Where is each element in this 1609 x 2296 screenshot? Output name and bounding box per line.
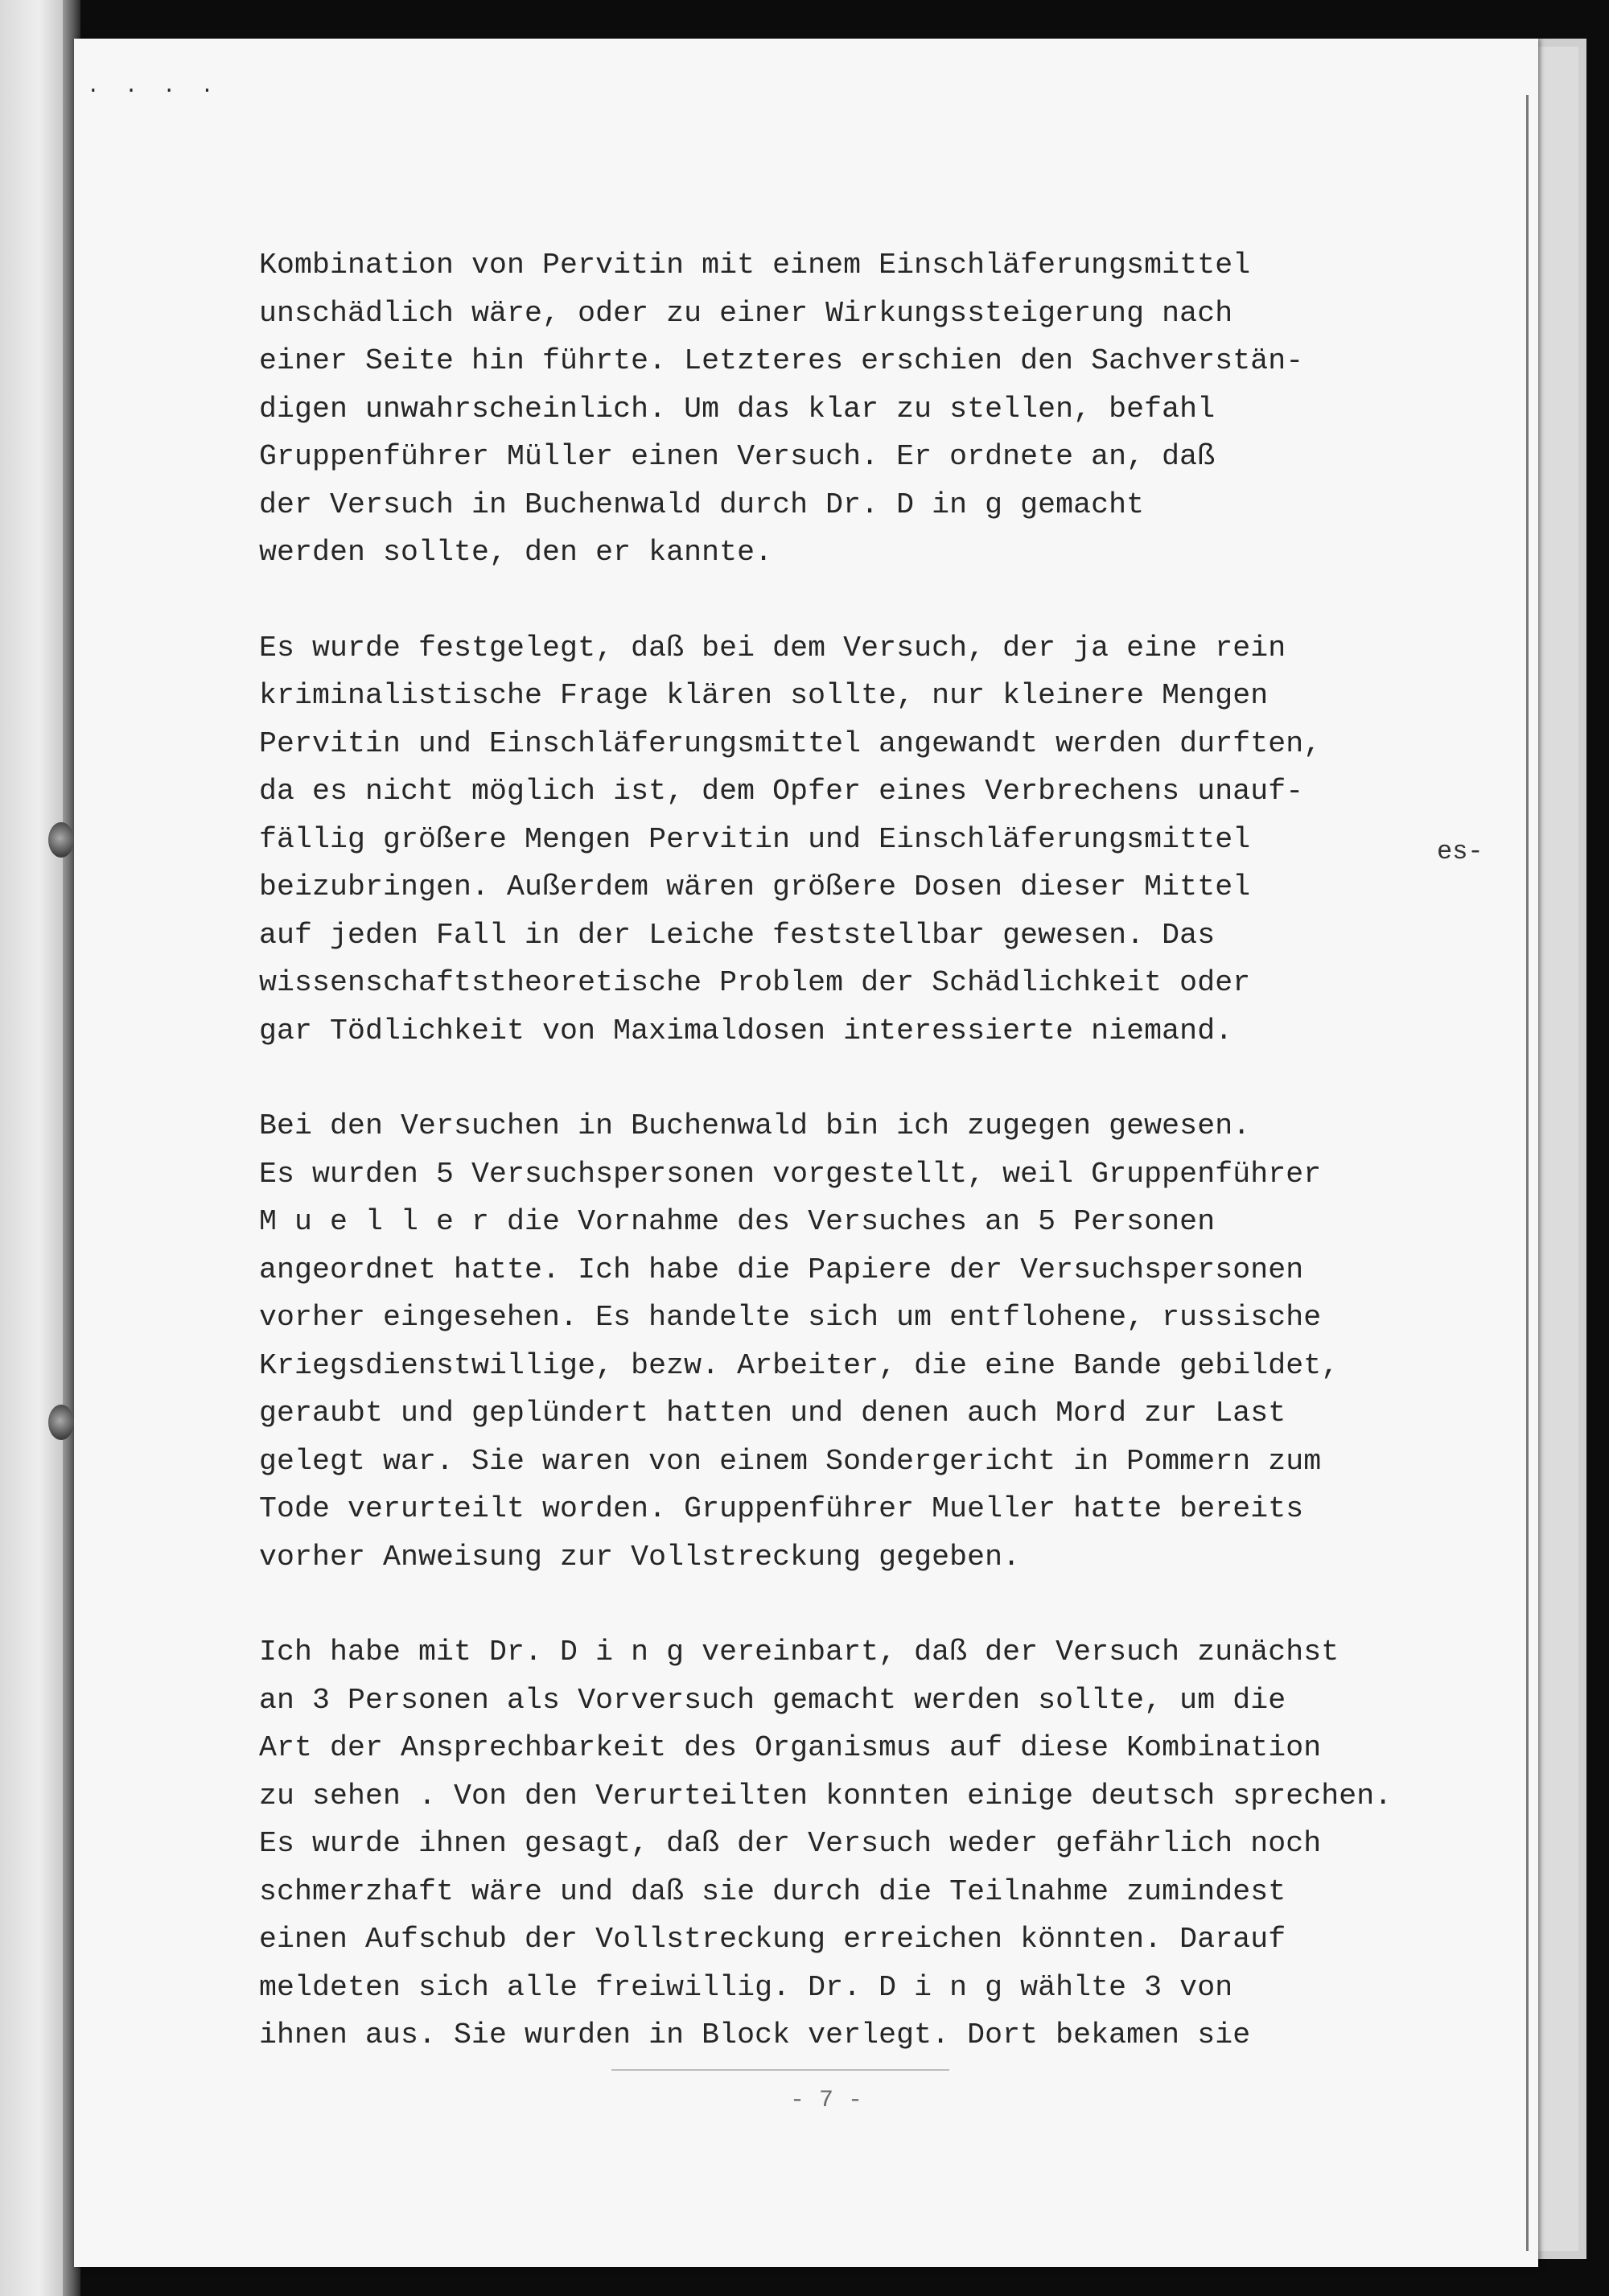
paragraph: [259, 1102, 1450, 1581]
text-line: Tode verurteilt worden. Gruppenführer Mueller hatte bereits: [259, 1492, 1304, 1525]
text-line: angeordnet hatte. Ich habe die Papiere der Versuchspersonen: [259, 1253, 1304, 1286]
text-line: Es wurden 5 Versuchspersonen vorgestellt, weil Gruppenführer: [259, 1157, 1322, 1191]
text-line: Bei den Versuchen in Buchenwald bin ich zugegen gewesen.: [259, 1109, 1251, 1142]
punch-hole: [48, 1405, 74, 1440]
text-line: digen unwahrscheinlich. Um das klar zu stellen, befahl: [259, 392, 1216, 426]
text-line: einer Seite hin führte. Letzteres erschien den Sachverstän-: [259, 344, 1304, 377]
text-line: Pervitin und Einschläferungsmittel angewandt werden durften,: [259, 726, 1322, 760]
text-line: einen Aufschub der Vollstreckung erreichen könnten. Darauf: [259, 1923, 1286, 1956]
paragraph: [259, 1628, 1450, 2059]
text-line: Es wurde ihnen gesagt, daß der Versuch weder gefährlich noch: [259, 1827, 1322, 1860]
text-line: auf jeden Fall in der Leiche feststellbar gewesen. Das: [259, 918, 1216, 952]
typed-text: [259, 241, 1450, 2059]
text-line: gelegt war. Sie waren von einem Sondergericht in Pommern zum: [259, 1444, 1322, 1478]
page-edge-shadow: [1526, 95, 1529, 2251]
text-line: kriminalistische Frage klären sollte, nur kleinere Mengen: [259, 679, 1269, 712]
text-line: schmerzhaft wäre und daß sie durch die Teilnahme zumindest: [259, 1874, 1286, 1908]
text-line: ihnen aus. Sie wurden in Block verlegt. Dort bekamen sie: [259, 2018, 1251, 2051]
text-line: vorher Anweisung zur Vollstreckung gegeben.: [259, 1540, 1021, 1574]
text-line: der Versuch in Buchenwald durch Dr. D in g gemacht: [259, 488, 1145, 521]
paragraph: [259, 241, 1450, 577]
text-line: fällig größere Mengen Pervitin und Einschläferungsmittel: [259, 822, 1251, 856]
text-line: Es wurde festgelegt, daß bei dem Versuch, der ja eine rein: [259, 631, 1286, 665]
text-line: werden sollte, den er kannte.: [259, 536, 773, 569]
text-line: meldeten sich alle freiwillig. Dr. D i n g wählte 3 von: [259, 1970, 1233, 2004]
paragraph: [259, 624, 1450, 1055]
punch-hole: [48, 822, 74, 858]
text-line: da es nicht möglich ist, dem Opfer eines Verbrechens unauf-: [259, 775, 1304, 808]
text-line: unschädlich wäre, oder zu einer Wirkungssteigerung nach: [259, 296, 1233, 330]
text-line: M u e l l e r die Vornahme des Versuches an 5 Personen: [259, 1205, 1216, 1238]
text-line: gar Tödlichkeit von Maximaldosen interessierte niemand.: [259, 1014, 1233, 1047]
text-line: Kombination von Pervitin mit einem Einschläferungsmittel: [259, 249, 1251, 282]
text-line: Gruppenführer Müller einen Versuch. Er ordnete an, daß: [259, 440, 1216, 473]
page-number: - 7 -: [790, 2087, 863, 2114]
text-line: zu sehen . Von den Verurteilten konnten einige deutsch sprechen.: [259, 1779, 1393, 1813]
text-line: beizubringen. Außerdem wären größere Dosen dieser Mittel: [259, 870, 1251, 903]
previous-page-edge: [0, 0, 71, 2296]
margin-note: es-: [1437, 837, 1483, 866]
footer-rule: [611, 2069, 949, 2071]
text-line: geraubt und geplündert hatten und denen auch Mord zur Last: [259, 1397, 1286, 1430]
text-line: Kriegsdienstwillige, bezw. Arbeiter, die eine Bande gebildet,: [259, 1348, 1339, 1382]
text-line: an 3 Personen als Vorversuch gemacht werden sollte, um die: [259, 1683, 1286, 1717]
text-line: vorher eingesehen. Es handelte sich um entflohene, russische: [259, 1301, 1322, 1334]
text-line: Ich habe mit Dr. D i n g vereinbart, daß der Versuch zunächst: [259, 1636, 1339, 1669]
text-line: Art der Ansprechbarkeit des Organismus auf diese Kombination: [259, 1731, 1322, 1764]
corner-marks: . . . .: [87, 74, 220, 98]
text-line: wissenschaftstheoretische Problem der Schädlichkeit oder: [259, 966, 1251, 999]
